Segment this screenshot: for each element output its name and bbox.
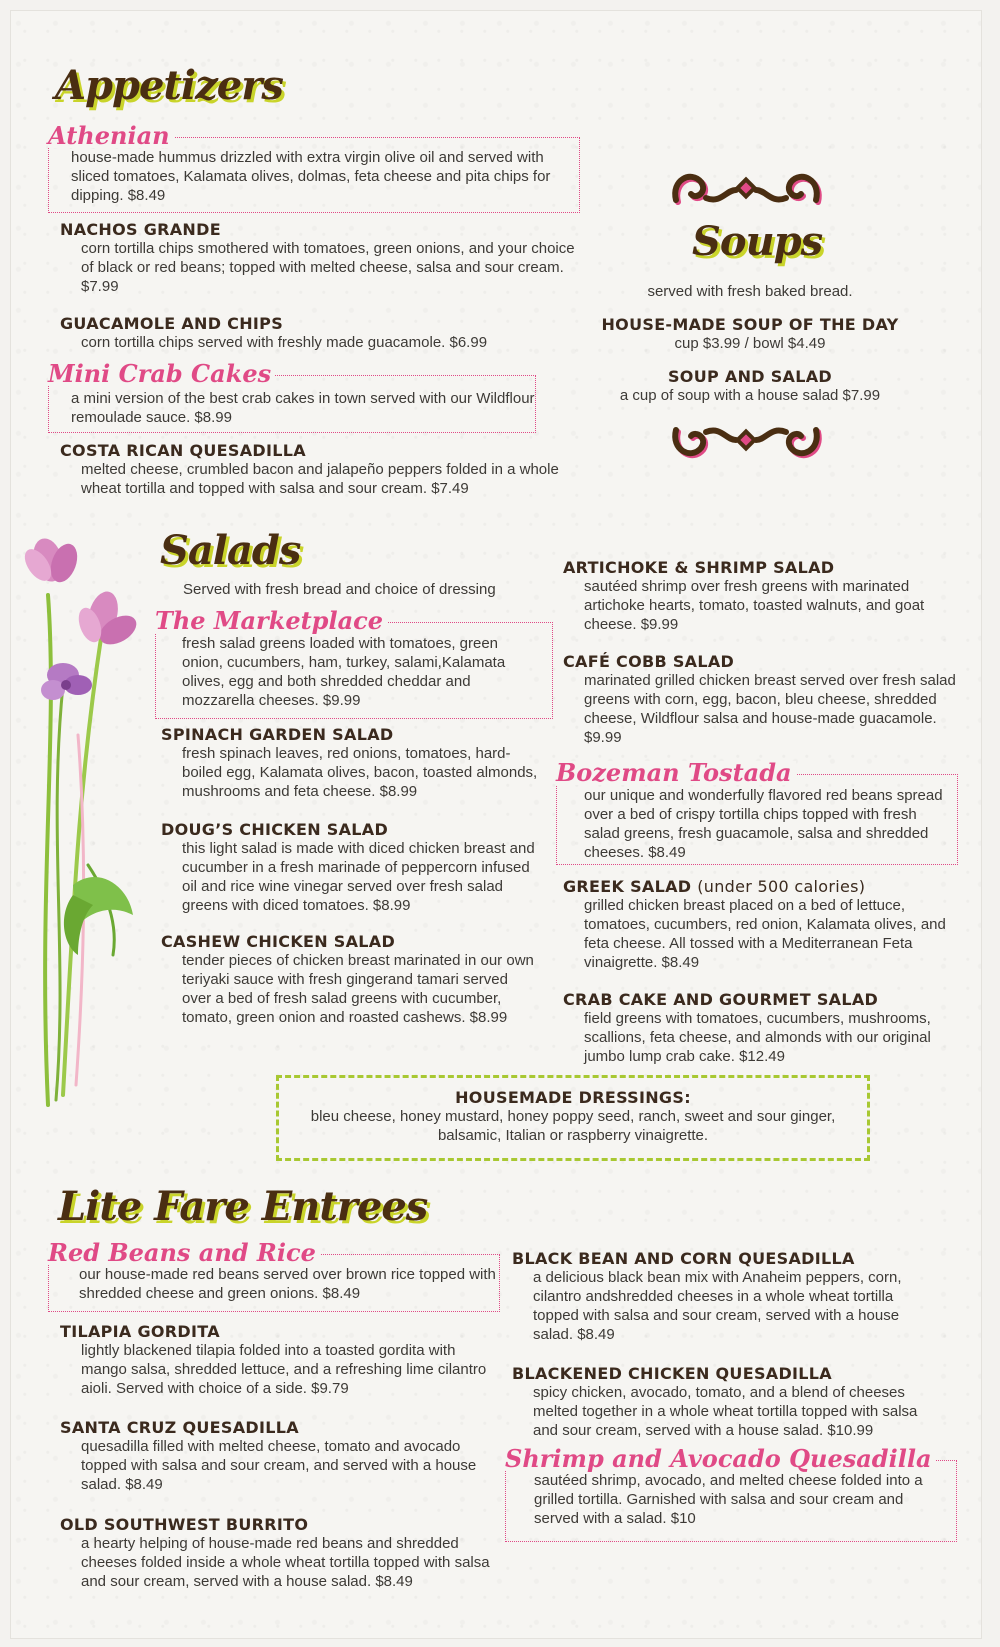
redbeans-title: Red Beans and Rice	[48, 1241, 320, 1265]
marketplace-title: The Marketplace	[155, 609, 387, 633]
athenian-title: Athenian	[48, 124, 174, 148]
santacruz-title: SANTA CRUZ QUESADILLA	[60, 1418, 299, 1437]
spinach-title: SPINACH GARDEN SALAD	[161, 725, 394, 744]
santacruz-desc: quesadilla filled with melted cheese, tomato and avocado topped with salsa and sour cream, and served with a house salad. $8.49	[81, 1438, 477, 1493]
bozeman-title: Bozeman Tostada	[556, 761, 796, 785]
soup-salad-item	[590, 367, 910, 405]
tilapia-title: TILAPIA GORDITA	[60, 1322, 220, 1341]
athenian-desc: house-made hummus drizzled with extra virgin olive oil and served with sliced tomatoes, Kalamata olives, dolmas, feta cheese and pita chips for dipping. $8.49	[71, 149, 551, 204]
shrimp-item	[505, 1444, 957, 1542]
greek-title-text: GREEK SALAD	[563, 877, 692, 896]
soups-heading: Soups	[692, 218, 823, 265]
greek-note: (under 500 calories)	[697, 877, 866, 896]
bozeman-desc: our unique and wonderfully flavored red beans spread over a bed of crispy tortilla chips topped with fresh salad greens, fresh guacamole, salsa and shredded cheeses. $8.49	[584, 787, 943, 861]
guac-item	[60, 314, 580, 352]
soup-of-day-item	[590, 315, 910, 353]
flower-illustration-icon	[18, 535, 138, 1110]
burrito-desc: a hearty helping of house-made red beans and shredded cheeses folded inside a whole wheat tortilla topped with salsa and sour cream, served with a house salad. $8.49	[81, 1535, 490, 1590]
soup-salad-desc: a cup of soup with a house salad $7.99	[619, 387, 881, 404]
greek-item	[563, 877, 963, 972]
costa-rican-desc: melted cheese, crumbled bacon and jalapeño peppers folded in a whole wheat tortilla and topped with salsa and sour cream. $7.49	[81, 461, 559, 497]
nachos-title: NACHOS GRANDE	[60, 220, 221, 239]
cobb-item	[563, 652, 963, 747]
blackbean-item	[512, 1249, 942, 1344]
athenian-item	[48, 121, 580, 213]
shrimp-title: Shrimp and Avocado Quesadilla	[505, 1447, 936, 1471]
soups-subtitle: served with fresh baked bread.	[647, 283, 853, 300]
salads-heading: Salads	[160, 527, 301, 574]
marketplace-desc: fresh salad greens loaded with tomatoes, green onion, cucumbers, ham, turkey, salami,Kalamata olives, egg and both shredded cheddar and mozzarella cheeses. $9.99	[182, 635, 506, 709]
spinach-desc: fresh spinach leaves, red onions, tomatoes, hard-boiled egg, Kalamata olives, bacon, toasted almonds, mushrooms and feta cheese. $8.99	[182, 745, 538, 800]
crab-title: Mini Crab Cakes	[48, 362, 275, 386]
greek-desc: grilled chicken breast placed on a bed of lettuce, tomatoes, cucumbers, red onion, Kalamata olives, and feta cheese. All tossed with a Mediterranean Feta vinaigrette. $8.49	[584, 897, 946, 971]
top-ornament-icon	[666, 160, 826, 220]
crabcake-title: CRAB CAKE AND GOURMET SALAD	[563, 990, 879, 1009]
redbeans-item	[48, 1238, 500, 1312]
lite-fare-heading: Lite Fare Entrees	[58, 1183, 428, 1230]
dougs-item	[161, 820, 546, 915]
santacruz-item	[60, 1418, 500, 1494]
blackbean-desc: a delicious black bean mix with Anaheim peppers, corn, cilantro andshredded cheeses in a whole wheat tortilla topped with salsa and sour cream, served with a house salad. $8.49	[533, 1269, 902, 1343]
crabcake-desc: field greens with tomatoes, cucumbers, mushrooms, scallions, feta cheese, and almonds with our original jumbo lump crab cake. $12.49	[584, 1010, 931, 1065]
blackened-item	[512, 1364, 942, 1440]
tilapia-desc: lightly blackened tilapia folded into a toasted gordita with mango salsa, shredded lettuce, and a refreshing lime cilantro aioli. Served with choice of a side. $9.79	[81, 1342, 487, 1397]
nachos-item	[60, 220, 580, 296]
redbeans-desc: our house-made red beans served over brown rice topped with shredded cheese and green onions. $8.49	[79, 1266, 496, 1302]
cobb-title: CAFÉ COBB SALAD	[563, 652, 735, 671]
guac-title: GUACAMOLE AND CHIPS	[60, 314, 284, 333]
crabcake-item	[563, 990, 963, 1066]
soup-salad-title: SOUP AND SALAD	[667, 367, 832, 386]
crab-desc: a mini version of the best crab cakes in town served with our Wildflour remoulade sauce. $8.99	[71, 390, 535, 426]
dressings-box	[276, 1075, 870, 1161]
tilapia-item	[60, 1322, 500, 1398]
blackened-desc: spicy chicken, avocado, tomato, and a blend of cheeses melted together in a whole wheat tortilla topped with salsa and sour cream, served with a house salad. $10.99	[533, 1384, 918, 1439]
dougs-title: DOUG’S CHICKEN SALAD	[161, 820, 389, 839]
dressings-title: HOUSEMADE DRESSINGS:	[455, 1088, 691, 1107]
bottom-ornament-icon	[666, 410, 826, 470]
cashew-title: CASHEW CHICKEN SALAD	[161, 932, 396, 951]
burrito-item	[60, 1515, 500, 1591]
soup-of-day-title: HOUSE-MADE SOUP OF THE DAY	[601, 315, 899, 334]
blackbean-title: BLACK BEAN AND CORN QUESADILLA	[512, 1249, 855, 1268]
appetizers-heading: Appetizers	[55, 62, 283, 109]
bozeman-item	[556, 758, 958, 865]
shrimp-desc: sautéed shrimp, avocado, and melted cheese folded into a grilled tortilla. Garnished with salsa and sour cream and served with a salad. $10	[534, 1472, 923, 1527]
cashew-desc: tender pieces of chicken breast marinated in our own teriyaki sauce with fresh gingerand tamari served over a bed of fresh salad greens with cucumber, tomato, green onion and roasted cashews. $8.99	[182, 952, 534, 1026]
costa-rican-item	[60, 441, 580, 498]
nachos-desc: corn tortilla chips smothered with tomatoes, green onions, and your choice of black or red beans; topped with melted cheese, salsa and sour cream. $7.99	[81, 240, 575, 295]
dressings-desc: bleu cheese, honey mustard, honey poppy seed, ranch, sweet and sour ginger, balsamic, Italian or raspberry vinaigrette.	[310, 1108, 836, 1144]
artichoke-item	[563, 558, 963, 634]
guac-desc: corn tortilla chips served with freshly made guacamole. $6.99	[81, 334, 488, 351]
soup-of-day-desc: cup $3.99 / bowl $4.49	[674, 335, 826, 352]
burrito-title: OLD SOUTHWEST BURRITO	[60, 1515, 309, 1534]
salads-subtitle: Served with fresh bread and choice of dressing	[183, 581, 496, 598]
blackened-title: BLACKENED CHICKEN QUESADILLA	[512, 1364, 832, 1383]
artichoke-title: ARTICHOKE & SHRIMP SALAD	[563, 558, 835, 577]
costa-rican-title: COSTA RICAN QUESADILLA	[60, 441, 306, 460]
dougs-desc: this light salad is made with diced chicken breast and cucumber in a fresh marinade of peppercorn infused oil and rice wine vinegar served over fresh salad greens with diced tomatoes. $8.99	[182, 840, 535, 914]
cashew-item	[161, 932, 536, 1027]
greek-title	[563, 877, 963, 896]
marketplace-item	[155, 606, 553, 719]
spinach-item	[161, 725, 541, 801]
crab-item	[48, 359, 536, 433]
artichoke-desc: sautéed shrimp over fresh greens with marinated artichoke hearts, tomato, toasted walnuts, and goat cheese. $9.99	[584, 578, 925, 633]
cobb-desc: marinated grilled chicken breast served over fresh salad greens with corn, egg, bacon, bleu cheese, shredded cheese, Wildflour salsa and house-made guacamole. $9.99	[584, 672, 956, 746]
